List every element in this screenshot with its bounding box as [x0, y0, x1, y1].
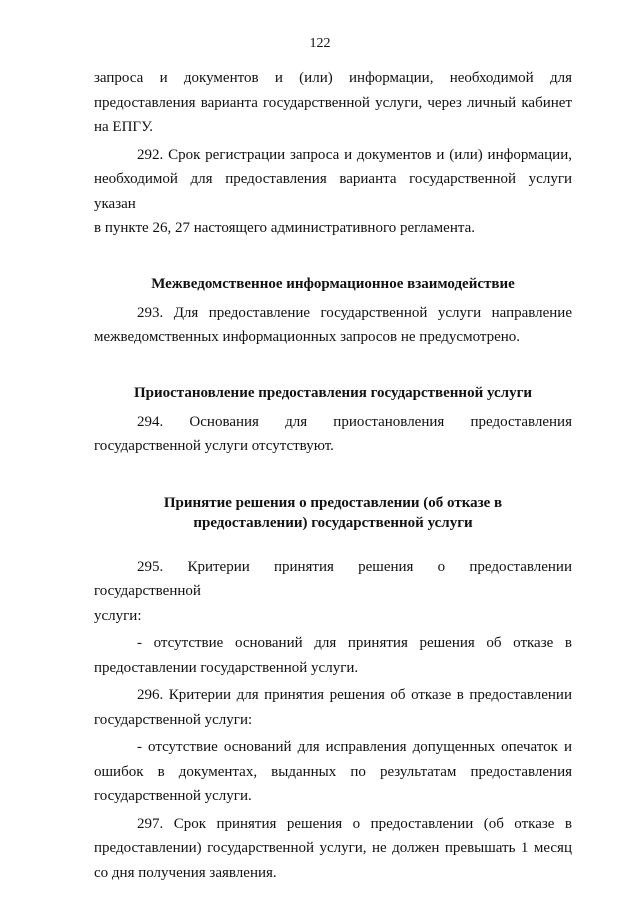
paragraph-line: 295. Критерии принятия решения о предоставлении государственной	[94, 558, 572, 599]
heading-line: предоставлении) государственной услуги	[193, 514, 473, 531]
paragraph-line: - отсутствие оснований для принятия решения об отказе в	[137, 635, 572, 651]
section-heading-suspension: Приостановление предоставления государственной услуги	[133, 384, 533, 401]
paragraph-text: предоставлении государственной услуги.	[94, 659, 359, 676]
paragraph-296	[94, 683, 572, 732]
paragraph-text: межведомственных информационных запросов не предусмотрено.	[94, 329, 521, 345]
paragraph-text: в пункте 26, 27 настоящего административного регламента.	[94, 220, 476, 236]
paragraph-line: - отсутствие оснований для исправления допущенных опечаток и	[137, 739, 572, 755]
paragraph-continuation	[94, 66, 572, 140]
section-heading-decision	[94, 493, 572, 533]
page-number: 122	[309, 36, 331, 51]
list-item-295	[94, 631, 572, 680]
paragraph-line: 293. Для предоставление государственной услуги направление	[137, 304, 572, 321]
paragraph-text: государственной услуги:	[94, 711, 253, 728]
paragraph-text: государственной услуги отсутствуют.	[94, 438, 334, 454]
paragraph-text: государственной услуги.	[94, 788, 252, 804]
paragraph-294	[94, 410, 572, 459]
paragraph-line: 296. Критерии для принятия решения об отказе в предоставлении	[137, 687, 572, 703]
paragraph-292	[94, 143, 572, 241]
list-item-296	[94, 735, 572, 809]
paragraph-line: предоставлении) государственной услуги, не должен превышать 1 месяц	[94, 840, 572, 856]
paragraph-297	[94, 812, 572, 886]
paragraph-line: 297. Срок принятия решения о предоставлении (об отказе в	[137, 815, 572, 832]
paragraph-line: ошибок в документах, выданных по результатам предоставления	[94, 763, 572, 780]
paragraph-text: услуги:	[94, 607, 142, 624]
heading-line: Принятие решения о предоставлении (об отказе в	[163, 494, 503, 511]
paragraph-295	[94, 555, 572, 629]
paragraph-line: 294. Основания для приостановления предоставления	[137, 413, 572, 430]
paragraph-293	[94, 301, 572, 350]
document-body	[94, 66, 572, 885]
paragraph-line: запроса и документов и (или) информации, необходимой для	[94, 70, 572, 86]
paragraph-text: со дня получения заявления.	[94, 864, 277, 881]
section-heading-interagency: Межведомственное информационное взаимодействие	[151, 275, 515, 292]
paragraph-line: 292. Срок регистрации запроса и документов и (или) информации,	[137, 146, 572, 163]
paragraph-line: необходимой для предоставления варианта государственной услуги указан	[94, 171, 572, 212]
paragraph-text: предоставления варианта государственной услуги, через личный кабинет на ЕПГУ.	[94, 94, 572, 135]
